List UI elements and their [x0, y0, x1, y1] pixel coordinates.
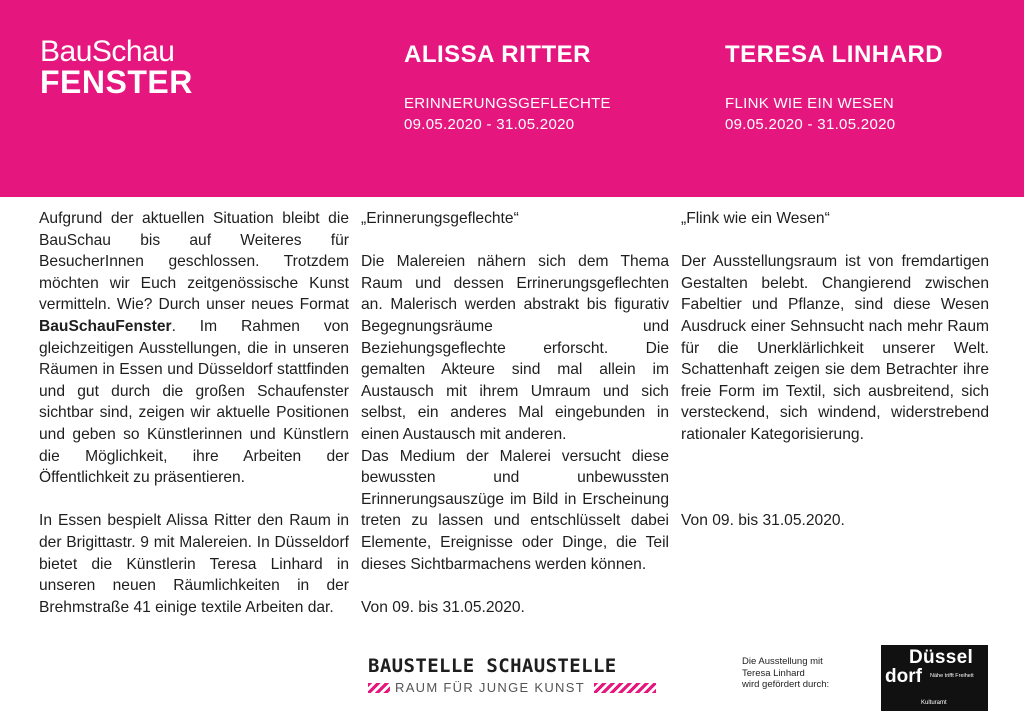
exhibition-title: ERINNERUNGSGEFLECHTE: [404, 95, 611, 112]
header-banner: [0, 0, 1024, 197]
brand-logo: [40, 36, 193, 98]
stripe-decoration-right: [594, 683, 656, 693]
funding-note: Die Ausstellung mit Teresa Linhard wird gefördert durch:: [742, 656, 830, 690]
linhard-heading: „Flink wie ein Wesen“: [681, 210, 830, 227]
logo-title: BAUSTELLE SCHAUSTELLE: [368, 655, 617, 677]
stripe-decoration-left: [368, 683, 390, 693]
artist-name: ALISSA RITTER: [404, 41, 591, 68]
brand-line-1: BauSchau: [40, 35, 175, 68]
intro-paragraph-1: Aufgrund der aktuellen Situation bleibt die BauSchau bis auf Weiteres für BesucherInnen geschlossen. Trotzdem möchten wir Euch zeitgenössische Kunst vermitteln. Wie? Durch unser neues Format BauSchauFenster. Im Rahmen von gleichzeitigen Ausstellungen, die in unseren Räumen in Essen und Düsseldorf stattfinden und gut durch die großen Schaufenster sichtbar sind, zeigen wir aktuelle Positionen und geben so Künstlerinnen und Künstlern die Möglichkeit, ihre Arbeiten der Öffentlichkeit zu präsentieren.: [39, 210, 349, 487]
ritter-dates: Von 09. bis 31.05.2020.: [361, 598, 525, 616]
baustelle-schaustelle-logo: [368, 655, 656, 696]
ritter-column: [361, 208, 669, 618]
ritter-paragraph-2: Das Medium der Malerei versucht diese bewussten und unbewussten Erinnerungsauszüge im Bild in Erscheinung treten zu lassen und entschlüsselt dabei Elemente, Ereignisse oder Dinge, die Teil dieses Sichtbarmachens werden können.: [361, 447, 669, 573]
intro-paragraph-2: In Essen bespielt Alissa Ritter den Raum in der Brigittastr. 9 mit Malereien. In Düsseldorf bietet die Künstlerin Teresa Linhard in unseren neuen Räumlichkeiten in der Brehmstraße 41 einige textile Arbeiten dar.: [39, 512, 349, 616]
logo-subtitle: RAUM FÜR JUNGE KUNST: [395, 680, 585, 695]
exhibition-dates: 09.05.2020 - 31.05.2020: [725, 116, 896, 133]
intro-column: [39, 208, 349, 618]
format-name: BauSchauFenster: [39, 317, 172, 335]
exhibition-title: FLINK WIE EIN WESEN: [725, 95, 895, 112]
exhibition-dates: 09.05.2020 - 31.05.2020: [404, 116, 575, 133]
artist-ritter-block: [404, 41, 611, 135]
ritter-heading: „Erinnerungsgeflechte“: [361, 210, 519, 227]
linhard-column: [681, 208, 989, 532]
duesseldorf-logo: Düssel dorf Nähe trifft Freiheit Kulturamt: [881, 645, 988, 711]
linhard-dates: Von 09. bis 31.05.2020.: [681, 512, 845, 530]
artist-name: TERESA LINHARD: [725, 41, 944, 68]
artist-linhard-block: [725, 41, 943, 135]
ritter-paragraph-1: Die Malereien nähern sich dem Thema Raum und dessen Errinerungsgeflechten an. Malerisch werden abstrakt bis figurativ Begegnungsräume und Beziehungsgeflechte erforscht. Die gemalten Akteure sind mal allein im Austausch mit ihrem Umraum und sich selbst, ein anderes Mal eingebunden in einen Austausch mit anderen.: [361, 253, 669, 443]
linhard-paragraph-1: Der Ausstellungsraum ist von fremdartigen Gestalten belebt. Changierend zwischen Fabeltier und Pflanze, sind diese Wesen Ausdruck einer Sehnsucht nach mehr Raum für die Unerklärlichkeit unserer Welt. Schattenhaft zeigen sie dem Betrachter ihre freie Form im Textil, sich ausbreitend, sich versteckend, sich windend, widerstrebend rationaler Kategorisierung.: [681, 253, 989, 443]
brand-line-2: FENSTER: [40, 64, 193, 100]
